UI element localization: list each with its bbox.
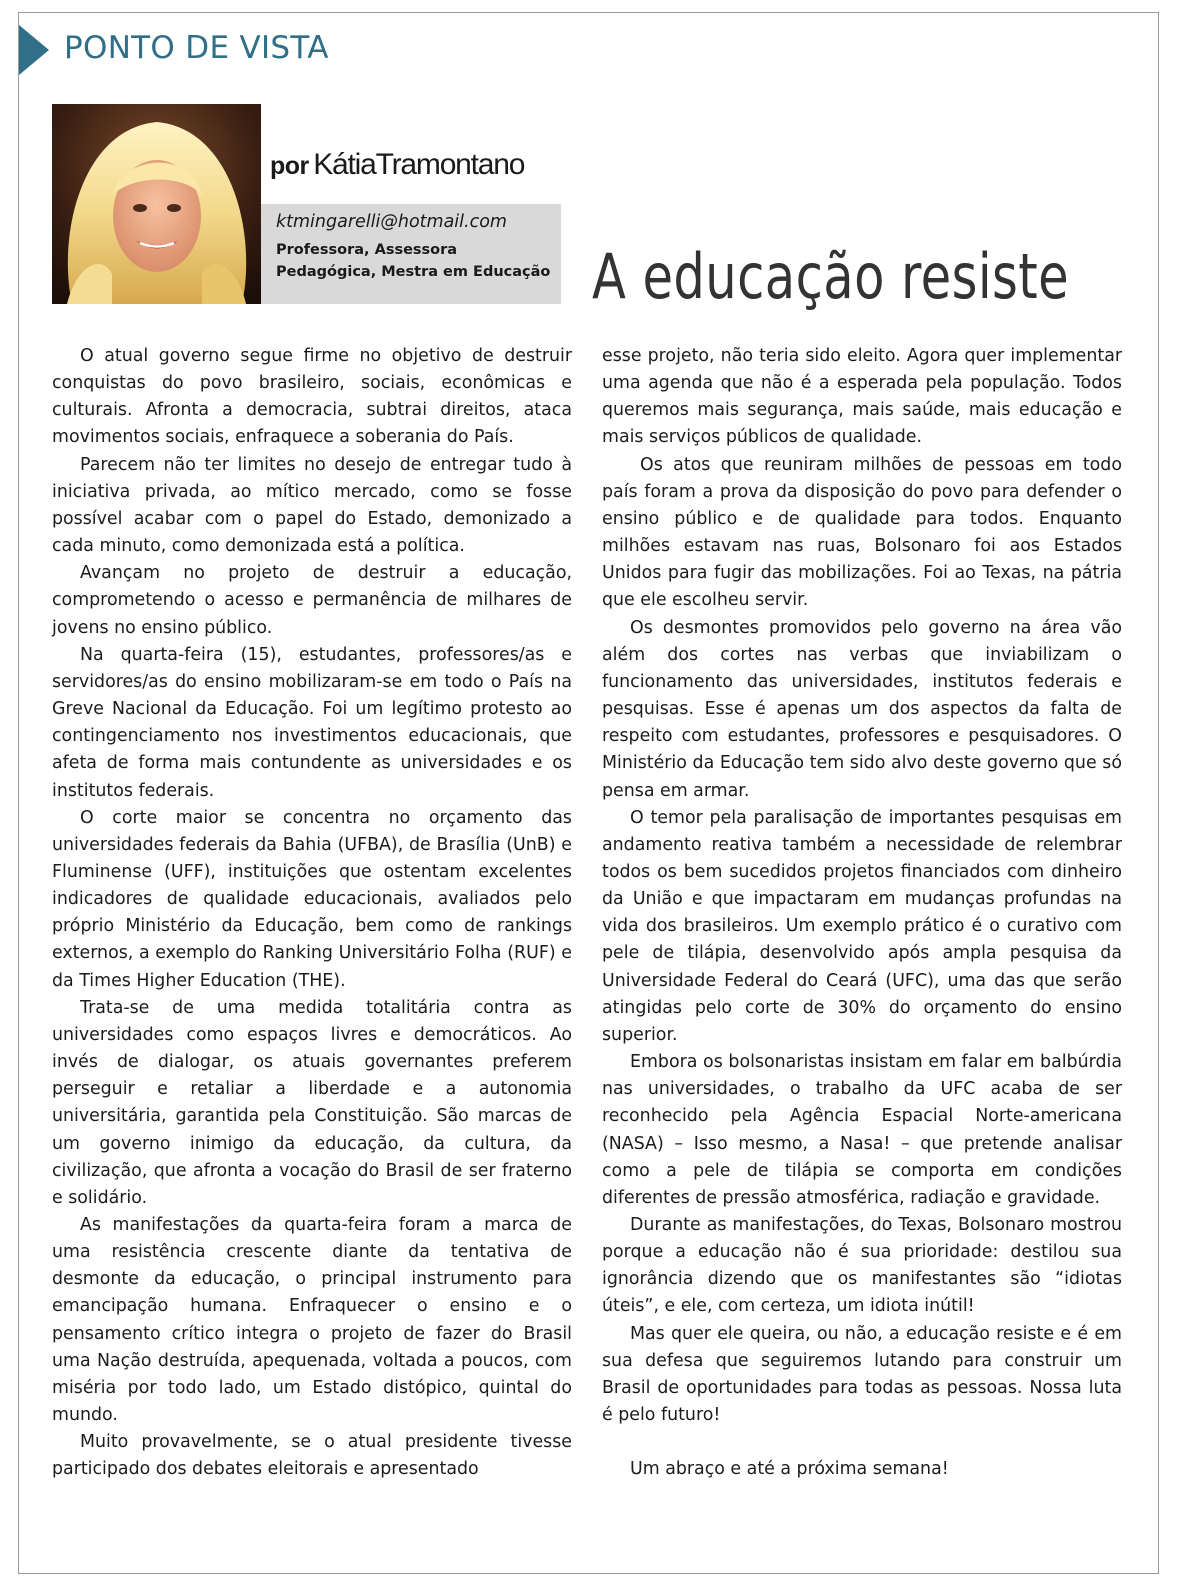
triangle-arrow-icon <box>19 25 49 75</box>
article-left-column <box>52 343 572 1484</box>
paragraph: O corte maior se concentra no orçamento das universidades federais da Bahia (UFBA), de Brasília (UnB) e Fluminense (UFF), instituições que ostentam excelentes indicadores de qualidade educacionais, avaliados pelo próprio Ministério da Educação, bem como de rankings externos, a exemplo do Ranking Universitário Folha (RUF) e da Times Higher Education (THE). <box>52 807 572 991</box>
article-headline: A educação resiste <box>592 240 1070 313</box>
paragraph: Trata-se de uma medida totalitária contra as universidades como espaços livres e democráticos. Ao invés de dialogar, os atuais governantes preferem perseguir e retaliar a liberdade e a autonomia universitária, garantida pela Constituição. São marcas de um governo inimigo da educação, da cultura, da civilização, que afronta a vocação do Brasil de ser fraterno e solidário. <box>52 997 572 1208</box>
paragraph: Avançam no projeto de destruir a educação, comprometendo o acesso e permanência de milhares de jovens no ensino público. <box>52 563 572 638</box>
author-credentials: Professora, Assessora Pedagógica, Mestra em Educação <box>276 242 551 280</box>
paragraph: Na quarta-feira (15), estudantes, professores/as e servidores/as do ensino mobilizaram-se em todo o País na Greve Nacional da Educação. Foi um legítimo protesto ao contingenciamento nos investimentos educacionais, que afeta de forma mais contundente as universidades e os institutos federais. <box>52 644 572 801</box>
paragraph-continued: esse projeto, não teria sido eleito. Agora quer implementar uma agenda que não é a esperada pela população. Todos queremos mais segurança, mais saúde, mais educação e mais serviços públicos de qualidade. <box>602 346 1122 448</box>
paragraph: O temor pela paralisação de importantes pesquisas em andamento reativa também a necessidade de relembrar todos os bem sucedidos projetos financiados com dinheiro da União e que impactaram em mudanças profundas na vida dos brasileiros. Um exemplo prático é o curativo com pele de tilápia, desenvolvido após ampla pesquisa da Universidade Federal do Ceará (UFC), uma das que serão atingidas pelo corte de 30% do orçamento do ensino superior. <box>602 807 1122 1045</box>
paragraph: As manifestações da quarta-feira foram a marca de uma resistência crescente diante da tentativa de desmonte da educação, o principal instrumento para emancipação humana. Enfraquecer o ensino e o pensamento crítico integra o projeto de fazer do Brasil uma Nação destruída, apequenada, voltada a poucos, com miséria por todo lado, um Estado distópico, quintal do mundo. <box>52 1215 572 1426</box>
paragraph: O atual governo segue firme no objetivo de destruir conquistas do povo brasileiro, sociais, econômicas e culturais. Afronta a democracia, subtrai direitos, ataca movimentos sociais, enfraquece a soberania do País. <box>52 346 572 448</box>
author-name: KátiaTramontano <box>313 148 525 181</box>
paragraph: Parecem não ter limites no desejo de entregar tudo à iniciativa privada, ao mítico mercado, como se fosse possível acabar com o papel do Estado, demonizado a cada minuto, como demonizada está a política. <box>52 454 572 557</box>
paragraph: Durante as manifestações, do Texas, Bolsonaro mostrou porque a educação não é sua prioridade: destilou sua ignorância dizendo que os manifestantes são “idiotas úteis”, e ele, com certeza, um idiota inútil! <box>602 1215 1122 1317</box>
author-info-box <box>261 204 561 304</box>
paragraph: Os atos que reuniram milhões de pessoas em todo país foram a prova da disposição do povo para defender o ensino público e de qualidade para todos. Enquanto milhões estavam nas ruas, Bolsonaro foi aos Estados Unidos para fugir das mobilizações. Foi ao Texas, na pátria que ele escolheu servir. <box>602 454 1122 611</box>
closing-line: Um abraço e até a próxima semana! <box>630 1459 949 1480</box>
paragraph: Muito provavelmente, se o atual presidente tivesse participado dos debates eleitorais e apresentado <box>52 1432 572 1480</box>
section-title: PONTO DE VISTA <box>64 30 329 66</box>
paragraph: Embora os bolsonaristas insistam em falar em balbúrdia nas universidades, o trabalho da UFC acaba de ser reconhecido pela Agência Espacial Norte-americana (NASA) – Isso mesmo, a Nasa! – que pretende analisar como a pele de tilápia se comporta em condições diferentes de pressão atmosférica, radiação e gravidade. <box>602 1052 1122 1208</box>
article-right-column <box>602 343 1122 1484</box>
author-photo <box>52 104 261 304</box>
spacer <box>602 1429 1122 1456</box>
paragraph: Mas quer ele queira, ou não, a educação resiste e é em sua defesa que seguiremos lutando para construir um Brasil de oportunidades para todas as pessoas. Nossa luta é pelo futuro! <box>602 1323 1122 1426</box>
author-byline <box>270 148 524 182</box>
paragraph: Os desmontes promovidos pelo governo na área vão além dos cortes nas verbas que inviabilizam o funcionamento das universidades, institutos federais e pesquisas. Esse é apenas um dos aspectos da falta de respeito com estudantes, professores e pesquisadores. O Ministério da Educação tem sido alvo deste governo que só pensa em armar. <box>602 617 1122 801</box>
author-email: ktmingarelli@hotmail.com <box>276 212 507 232</box>
byline-prefix: por <box>270 152 309 180</box>
